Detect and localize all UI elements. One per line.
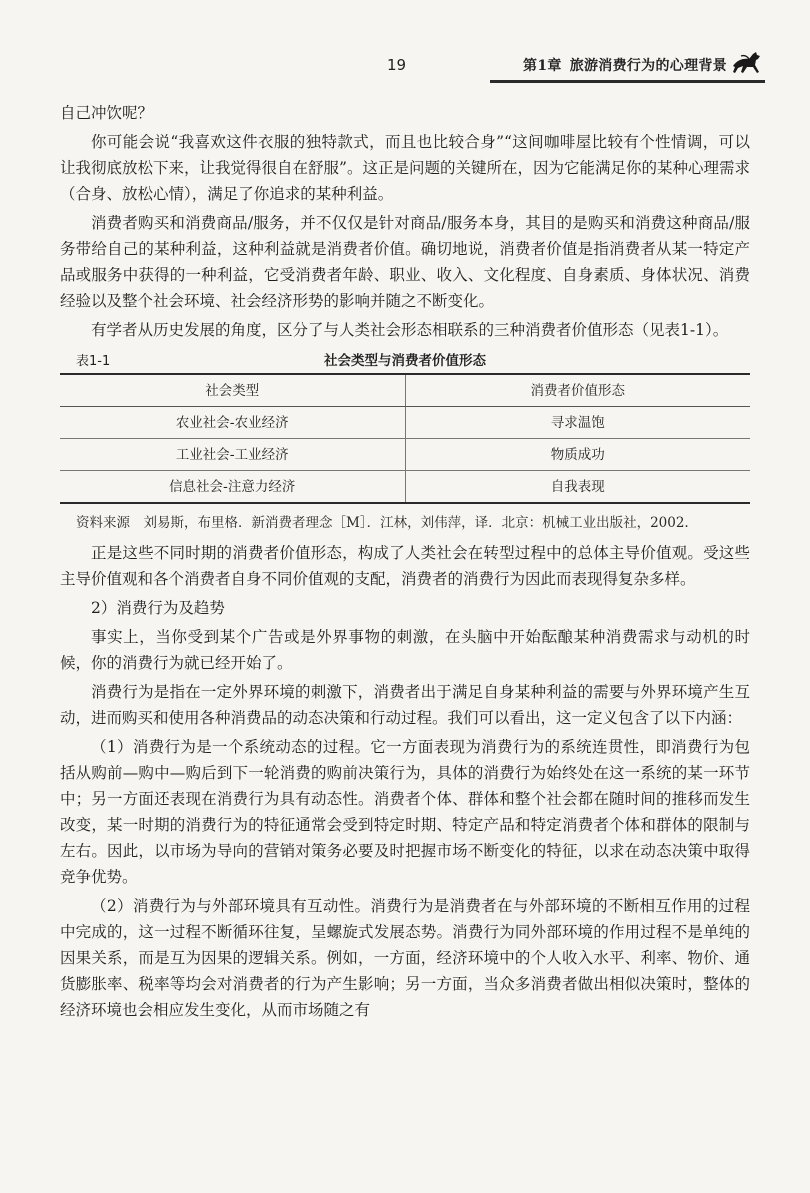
horse-logo-icon — [729, 48, 765, 76]
table-cell: 物质成功 — [405, 439, 750, 471]
paragraph: 有学者从历史发展的角度，区分了与人类社会形态相联系的三种消费者价值形态（见表1-1）。 — [91, 321, 729, 339]
paragraphs-before-table — [60, 100, 750, 343]
table-source-note: 资料来源 刘易斯，布里格．新消费者理念［M］．江林，刘伟萍，译．北京：机械工业出版社，2002. — [76, 515, 689, 531]
table-row — [60, 407, 750, 439]
table-cell: 信息社会-注意力经济 — [60, 471, 405, 504]
table-title: 社会类型与消费者价值形态 — [324, 353, 486, 369]
table-row — [60, 439, 750, 471]
paragraph: 事实上，当你受到某个广告或是外界事物的刺激，在头脑中开始酝酿某种消费需求与动机的时候，你的消费行为就已经开始了。 — [60, 628, 750, 672]
paragraph: 2）消费行为及趋势 — [91, 599, 225, 617]
table-caption — [60, 347, 750, 373]
table-header-row — [60, 374, 750, 407]
table-cell: 寻求温饱 — [405, 407, 750, 439]
running-head — [523, 55, 727, 75]
body-text — [60, 100, 750, 1026]
table-cell: 自我表现 — [405, 471, 750, 504]
page-header — [60, 46, 765, 82]
header-rule — [490, 80, 765, 83]
table-header-cell: 社会类型 — [60, 374, 405, 407]
table-cell: 工业社会-工业经济 — [60, 439, 405, 471]
chapter-title: 旅游消费行为的心理背景 — [569, 58, 727, 74]
paragraphs-after-table — [60, 540, 750, 1023]
table-number: 表1-1 — [76, 354, 111, 369]
page-number: 19 — [387, 56, 407, 74]
paragraph: （1）消费行为是一个系统动态的过程。它一方面表现为消费行为的系统连贯性，即消费行为包括从购前—购中—购后到下一轮消费的购前决策行为，具体的消费行为始终处在这一系统的某一环节中；另一方面还表现在消费行为具有动态性。消费者个体、群体和整个社会都在随时间的推移而发生改变，某一时期的消费行为的特征通常会受到特定时期、特定产品和特定消费者个体和群体的限制与左右。因此，以市场为导向的营销对策务必要及时把握市场不断变化的特征，以求在动态决策中取得竞争优势。 — [60, 738, 750, 886]
paragraph: 正是这些不同时期的消费者价值形态，构成了人类社会在转型过程中的总体主导价值观。受这些主导价值观和各个消费者自身不同价值观的支配，消费者的消费行为因此而表现得复杂多样。 — [60, 544, 750, 588]
paragraph: 消费行为是指在一定外界环境的刺激下，消费者出于满足自身某种利益的需要与外界环境产生互动，进而购买和使用各种消费品的动态决策和行动过程。我们可以看出，这一定义包含了以下内涵： — [60, 683, 750, 727]
value-forms-table — [60, 373, 750, 504]
table-cell: 农业社会-农业经济 — [60, 407, 405, 439]
paragraph: 你可能会说“我喜欢这件衣服的独特款式，而且也比较合身”“这间咖啡屋比较有个性情调，可以让我彻底放松下来，让我觉得很自在舒服”。这正是问题的关键所在，因为它能满足你的某种心理需求（合身、放松心情），满足了你追求的某种利益。 — [60, 133, 750, 203]
table-header-cell: 消费者价值形态 — [405, 374, 750, 407]
chapter-number: 第1章 — [523, 58, 562, 74]
table-row — [60, 471, 750, 504]
paragraph: （2）消费行为与外部环境具有互动性。消费行为是消费者在与外部环境的不断相互作用的过程中完成的，这一过程不断循环往复，呈螺旋式发展态势。消费行为同外部环境的作用过程不是单纯的因果关系，而是互为因果的逻辑关系。例如，一方面，经济环境中的个人收入水平、利率、物价、通货膨胀率、税率等均会对消费者的行为产生影响；另一方面，当众多消费者做出相似决策时，整体的经济环境也会相应发生变化，从而市场随之有 — [60, 897, 750, 1019]
paragraph: 消费者购买和消费商品/服务，并不仅仅是针对商品/服务本身，其目的是购买和消费这种商品/服务带给自己的某种利益，这种利益就是消费者价值。确切地说，消费者价值是指消费者从某一特定产品或服务中获得的一种利益，它受消费者年龄、职业、收入、文化程度、自身素质、身体状况、消费经验以及整个社会环境、社会经济形势的影响并随之不断变化。 — [60, 214, 750, 310]
paragraph: 自己冲饮呢？ — [60, 104, 154, 122]
